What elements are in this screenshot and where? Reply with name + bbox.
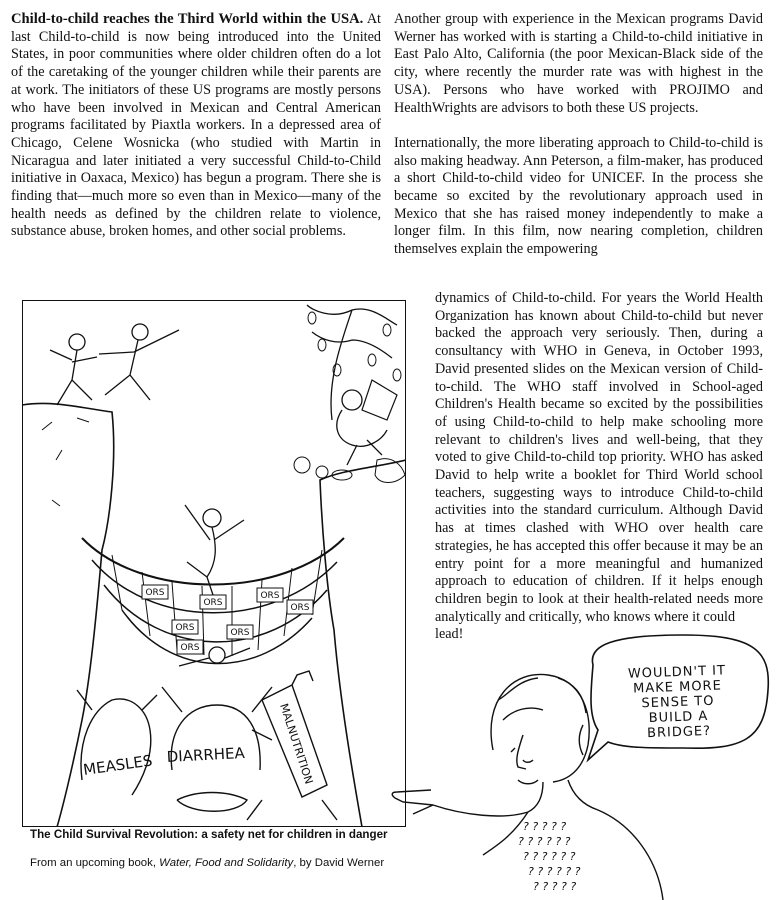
right-paragraph-2-end: lead! [435, 626, 464, 643]
left-body-text: At last Child-to-child is now being introduced into the United States, in poor communities where older children often do a lot of the caretaking of the younger children while their parents are at work. The initiators of these US programs are mostly persons who have been involved in Mexican and Central American programs facilitated by Piaxtla workers. In a depressed area of Chicago, Celene Wosnicka (who studied with Martin in Nicaragua and later initiated a very successful Child-to-Child initiative in Oaxaca, Mexico) has begun a program. There she is finding that—much more so even than in Mexico—many of the health needs as defined by the children relate to violence, substance abuse, broken homes, and other social problems. [11, 11, 381, 240]
left-paragraph [11, 11, 381, 241]
illustration-caption: The Child Survival Revolution: a safety net for children in danger [30, 828, 388, 841]
paragraph-gap [394, 117, 763, 135]
speech-bubble-text [612, 663, 745, 742]
svg-text:? ? ? ? ?: ? ? ? ? ? [523, 820, 567, 833]
svg-text:? ? ? ? ? ?: ? ? ? ? ? ? [518, 835, 571, 848]
right-paragraph-2-body: dynamics of Child-to-child. For years the World Health Organization has known about Child-to-child but never backed the approach very seriously. Then, during a consultancy with WHO in Geneva, in October 1993, David presented slides on the Mexican version of Child-to-child. The WHO staff involved in School-aged Children's Health became so excited by the possibilities of using Child-to-child to help make schooling more relevant to children's lives and well-being, that they voted to give Child-to-child top priority. WHO has asked David to help write a booklet for Third World school teachers, suggesting ways to introduce Child-to-child activities into the standard curriculum. Although David has at times clashed with WHO over health care strategies, he has accepted this offer because it may be an entry point for a more meaningful and humanized approach to education of children. If it helps enough children begin to look at their health-related needs more analytically and critically, who knows where it could [435, 290, 763, 625]
speech-line: SENSE TO [641, 693, 715, 712]
net-tag: ORS [260, 591, 280, 601]
credit-prefix: From an upcoming book, [30, 857, 160, 869]
net-tag: ORS [290, 603, 310, 613]
net-tag: ORS [180, 643, 200, 653]
diarrhea-label: DIARRHEA [166, 743, 246, 766]
right-paragraph-2-top: Internationally, the more liberating approach to Child-to-child is also making headway. Ann Peterson, a film-maker, has produced a short Child-to-child video for UNICEF. In the process she became so excited by the revolutionary approach used in Mexico that she has raised money independently to make a longer film. In this film, now nearing completion, children themselves explain the empowering [394, 134, 763, 258]
credit-suffix: , by David Werner [293, 857, 385, 869]
measles-label: MEASLES [82, 751, 154, 779]
illustration-credit [30, 857, 384, 869]
right-paragraph-1: Another group with experience in the Mexican programs David Werner has worked with is starting a Child-to-child initiative in East Palo Alto, California (the poor Mexican-Black side of the city, where recently the murder rate was with highest in the USA). Persons who have worked with PROJIMO and HealthWrights are advisors to both these US projects. [394, 11, 763, 116]
net-tag: ORS [175, 623, 195, 633]
right-paragraph-2-wrap [435, 290, 763, 644]
safety-net-illustration [22, 300, 406, 827]
svg-text:? ? ? ? ? ?: ? ? ? ? ? ? [523, 850, 576, 863]
speech-line: BUILD A [648, 708, 709, 727]
article-headline: Child-to-child reaches the Third World within the USA. [11, 11, 364, 27]
speech-line: WOULDN'T IT [627, 663, 727, 682]
credit-book-title: Water, Food and Solidarity [159, 857, 294, 869]
net-tag: ORS [145, 588, 165, 598]
malnutrition-label: MALNUTRITION [277, 701, 316, 786]
right-column [394, 11, 763, 259]
svg-text:? ? ? ? ? ?: ? ? ? ? ? ? [528, 865, 581, 878]
svg-text:? ? ? ? ?: ? ? ? ? ? [533, 880, 577, 893]
net-tag: ORS [203, 598, 223, 608]
speech-line: MAKE MORE [632, 678, 723, 697]
net-tag: ORS [230, 628, 250, 638]
left-column [11, 11, 381, 241]
speech-line: BRIDGE? [646, 723, 712, 742]
